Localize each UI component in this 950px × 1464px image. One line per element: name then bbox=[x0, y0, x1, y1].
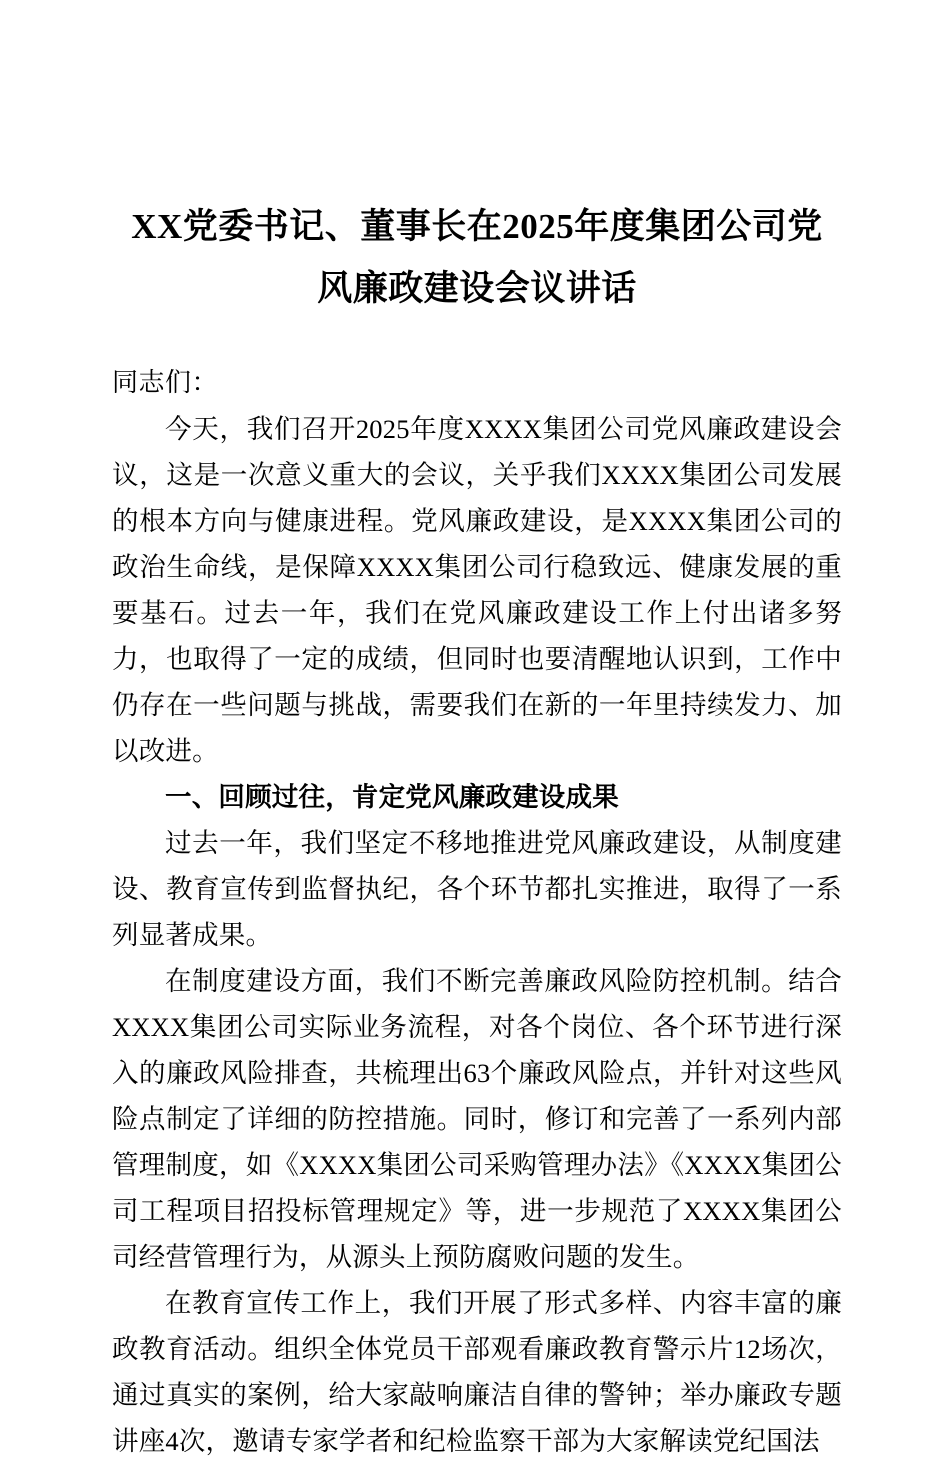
body-paragraph: 今天，我们召开2025年度XXXX集团公司党风廉政建设会议，这是一次意义重大的会议，关乎我们XXXX集团公司发展的根本方向与健康进程。党风廉政建设，是XXXX集团公司的政治生命线，是保障XXXX集团公司行稳致远、健康发展的重要基石。过去一年，我们在党风廉政建设工作上付出诸多努力，也取得了一定的成绩，但同时也要清醒地认识到，工作中仍存在一些问题与挑战，需要我们在新的一年里持续发力、加以改进。 bbox=[112, 414, 842, 766]
document-body bbox=[112, 360, 842, 1464]
section-heading: 一、回顾过往，肯定党风廉政建设成果 bbox=[165, 782, 619, 812]
body-paragraph: 在教育宣传工作上，我们开展了形式多样、内容丰富的廉政教育活动。组织全体党员干部观看廉政教育警示片12场次，通过真实的案例，给大家敲响廉洁自律的警钟；举办廉政专题讲座4次，邀请专家学者和纪检监察干部为大家解读党纪国法 bbox=[112, 1288, 842, 1456]
page-title: XX党委书记、董事长在2025年度集团公司党风廉政建设会议讲话 bbox=[131, 207, 823, 308]
salutation: 同志们： bbox=[112, 368, 219, 397]
body-paragraph: 在制度建设方面，我们不断完善廉政风险防控机制。结合XXXX集团公司实际业务流程，对各个岗位、各个环节进行深入的廉政风险排查，共梳理出63个廉政风险点，并针对这些风险点制定了详细的防控措施。同时，修订和完善了一系列内部管理制度，如《XXXX集团公司采购管理办法》《XXXX集团公司工程项目招投标管理规定》等，进一步规范了XXXX集团公司经营管理行为，从源头上预防腐败问题的发生。 bbox=[112, 966, 842, 1272]
body-paragraph: 过去一年，我们坚定不移地推进党风廉政建设，从制度建设、教育宣传到监督执纪，各个环节都扎实推进，取得了一系列显著成果。 bbox=[112, 828, 842, 950]
